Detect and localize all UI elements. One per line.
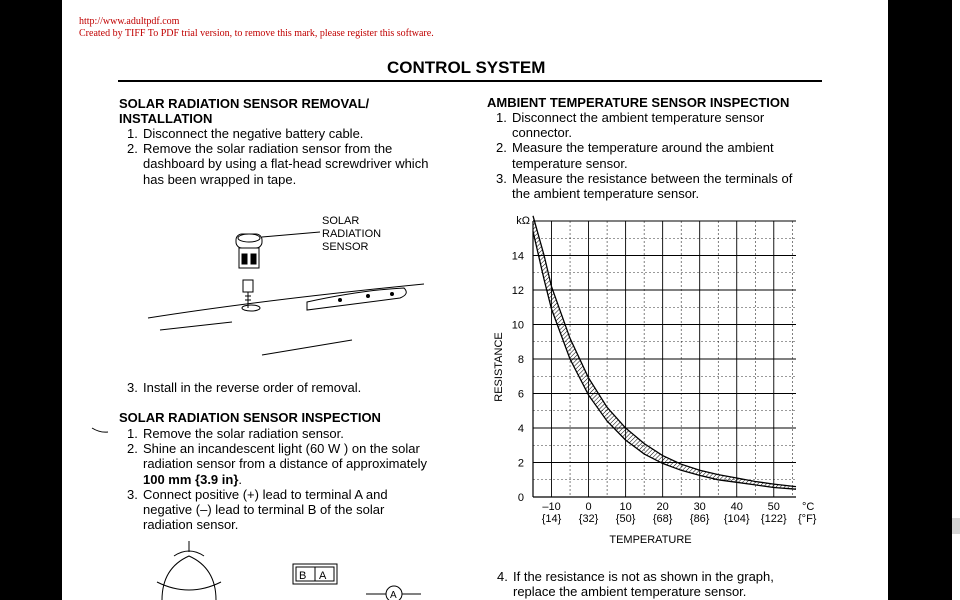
removal-heading-line2: INSTALLATION (119, 111, 213, 126)
y-tick-label: 10 (511, 319, 524, 332)
x-tick-label-fahrenheit: {50} (615, 513, 636, 525)
x-tick-label-fahrenheit: {14} (541, 513, 562, 525)
x-tick-label-celsius: 40 (730, 501, 743, 513)
step-text: Install in the reverse order of removal. (143, 380, 362, 395)
y-tick-label: 6 (517, 388, 524, 401)
scrollbar-thumb[interactable] (952, 518, 960, 534)
step-text: temperature sensor. (512, 155, 628, 171)
step-text: connector. (512, 125, 572, 141)
x-tick-label-fahrenheit: {68} (652, 513, 673, 525)
watermark-notice: Created by TIFF To PDF trial version, to remove this mark, please register this software. (79, 28, 434, 39)
step-text: Remove the solar radiation sensor. (143, 426, 344, 441)
step-number: 2. (496, 140, 507, 156)
y-tick-label: 0 (517, 492, 524, 504)
scrollbar-track[interactable] (952, 0, 960, 600)
step-text: Disconnect the negative battery cable. (143, 126, 364, 141)
step-number: 1. (496, 110, 507, 125)
y-tick-label: 12 (511, 285, 524, 297)
figures-layer (62, 0, 888, 600)
terminal-a-label: A (319, 570, 327, 582)
step-text: Remove the solar radiation sensor from the (143, 141, 393, 157)
step-text: replace the ambient temperature sensor. (513, 584, 747, 600)
dashboard-outline (148, 284, 424, 355)
step-text: the ambient temperature sensor. (512, 186, 700, 202)
y-tick-label: 8 (517, 354, 524, 366)
step-text: Disconnect the ambient temperature sensor (512, 110, 765, 125)
x-axis-title: TEMPERATURE (609, 534, 692, 546)
margin-mark (92, 428, 108, 432)
ammeter-a-label: A (390, 590, 397, 600)
step-text: Connect positive (+) lead to terminal A and (143, 486, 388, 502)
step-text: has been wrapped in tape. (143, 171, 297, 187)
x-tick-label-celsius: 50 (767, 501, 780, 513)
step-number: 3. (496, 170, 507, 186)
inspection-heading: SOLAR RADIATION SENSOR INSPECTION (119, 410, 381, 425)
solar-sensor-icon (236, 234, 262, 268)
ambient-heading: AMBIENT TEMPERATURE SENSOR INSPECTION (487, 95, 790, 110)
sensor-removal-illustration (148, 232, 424, 355)
step-number: 2. (127, 141, 138, 157)
step-number: 2. (127, 441, 138, 457)
x-tick-label-fahrenheit: {32} (578, 513, 599, 525)
x-tick-label-celsius: 0 (585, 501, 592, 513)
resistance-band-fill (533, 216, 796, 489)
x-tick-label-fahrenheit: {122} (760, 513, 787, 525)
step-text: Measure the resistance between the terminals of (512, 170, 793, 186)
page-title: CONTROL SYSTEM (387, 58, 546, 77)
step-text: Measure the temperature around the ambient (512, 140, 774, 156)
x-tick-label-celsius: 20 (656, 501, 669, 513)
x-tick-label-fahrenheit: {104} (723, 513, 750, 525)
step-text: If the resistance is not as shown in the graph, (513, 569, 774, 584)
terminal-b-label: B (299, 570, 307, 582)
step-number: 1. (127, 126, 138, 141)
y-axis-title: RESISTANCE (493, 332, 505, 402)
step-number: 4. (497, 569, 508, 584)
step-text: Shine an incandescent light (60 W ) on the solar (143, 441, 420, 457)
step-number: 3. (127, 486, 138, 502)
sensor-label-line3: SENSOR (322, 241, 369, 253)
step-text: negative (–) lead to terminal B of the solar (143, 502, 385, 518)
x-unit-fahrenheit: {°F} (798, 513, 817, 525)
step-number: 1. (127, 426, 138, 441)
sensor-label-line1: SOLAR (322, 215, 360, 227)
y-unit-label: kΩ (516, 215, 530, 227)
light-lamp-icon (157, 541, 221, 600)
step-text-end: . (238, 471, 243, 487)
removal-heading-line1: SOLAR RADIATION SENSOR REMOVAL/ (119, 96, 370, 111)
x-tick-label-celsius: 30 (693, 501, 706, 513)
sensor-leader-line (262, 232, 320, 237)
x-unit-celsius: °C (802, 501, 815, 513)
y-tick-label: 14 (511, 250, 524, 263)
watermark-url: http://www.adultpdf.com (79, 16, 180, 27)
step-number: 3. (127, 380, 138, 395)
distance-value: 100 mm {3.9 in} (143, 471, 239, 487)
x-tick-label-celsius: 10 (619, 501, 632, 513)
sensor-label-line2: RADIATION (322, 228, 382, 240)
step-text: radiation sensor from a distance of approximately (143, 456, 427, 472)
step-text: dashboard by using a flat-head screwdriver which (143, 156, 429, 172)
sensor-connector-icon (242, 280, 260, 311)
y-tick-label: 4 (517, 423, 524, 435)
x-tick-label-celsius: –10 (542, 501, 561, 513)
resistance-temperature-chart (493, 215, 817, 546)
y-tick-label: 2 (517, 457, 524, 470)
x-tick-label-fahrenheit: {86} (689, 513, 710, 525)
step-text: radiation sensor. (143, 517, 239, 533)
document-page (62, 0, 888, 600)
